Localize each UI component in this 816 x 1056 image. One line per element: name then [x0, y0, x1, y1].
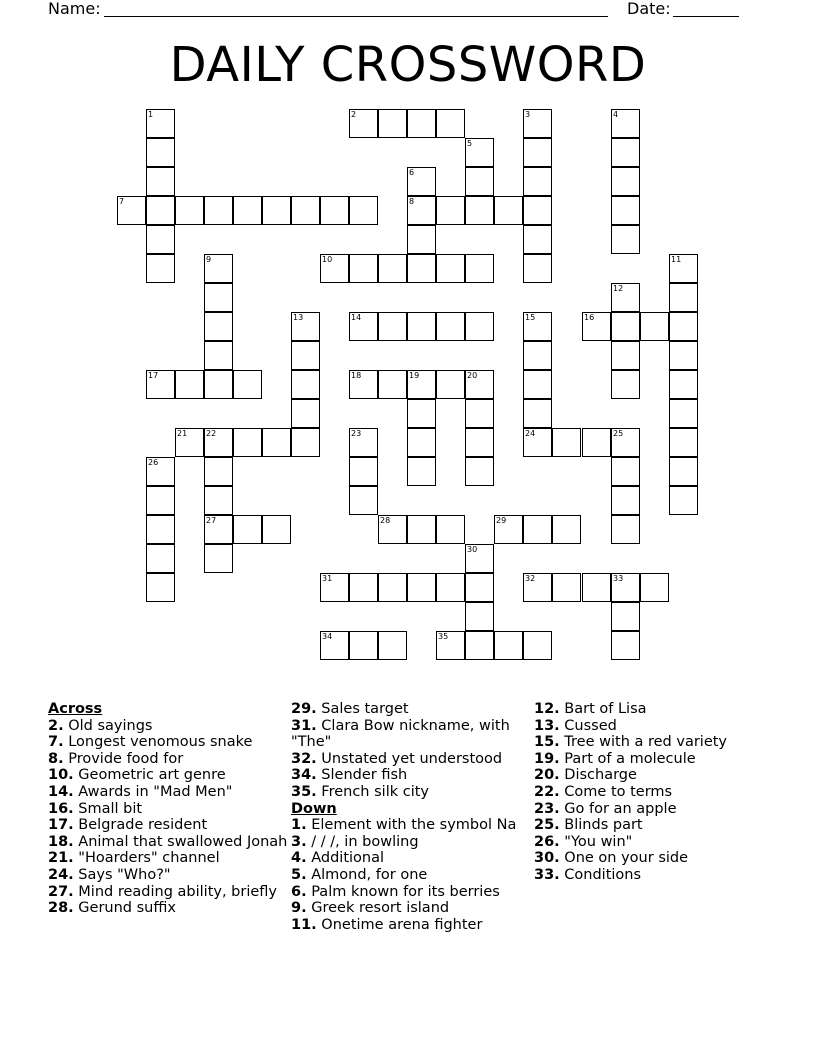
clue-text: Tree with a red variety — [559, 734, 728, 751]
clue-number: 8. — [48, 750, 64, 767]
clue-text: Awards in "Mad Men" — [73, 783, 233, 800]
clue-item — [291, 718, 531, 751]
cell-number: 18 — [351, 371, 362, 380]
grid-cell[interactable] — [465, 167, 494, 196]
grid-cell[interactable] — [349, 109, 378, 138]
cell-number: 12 — [613, 284, 624, 293]
grid-cell[interactable] — [407, 370, 436, 399]
clue-text: / / /, in bowling — [306, 833, 419, 850]
grid-cell[interactable] — [175, 428, 204, 457]
clue-number: 10. — [48, 767, 74, 784]
clue-item — [534, 867, 774, 884]
grid-cell[interactable] — [204, 196, 233, 225]
grid-cell[interactable] — [552, 515, 581, 544]
grid-cell[interactable] — [523, 312, 552, 341]
grid-cell[interactable] — [523, 370, 552, 399]
grid-cell[interactable] — [204, 428, 233, 457]
grid-cell[interactable] — [204, 370, 233, 399]
clue-item — [291, 884, 531, 901]
grid-cell[interactable] — [291, 428, 320, 457]
clue-text: Greek resort island — [306, 900, 450, 917]
grid-cell[interactable] — [465, 138, 494, 167]
name-label: Name: — [48, 0, 101, 18]
cell-number: 1 — [148, 110, 154, 119]
grid-cell[interactable] — [611, 138, 640, 167]
grid-cell[interactable] — [465, 196, 494, 225]
grid-cell[interactable] — [349, 312, 378, 341]
clue-item — [534, 834, 774, 851]
grid-cell[interactable] — [611, 602, 640, 631]
clue-number: 26. — [534, 833, 560, 850]
clue-item — [48, 817, 288, 834]
clue-item — [534, 850, 774, 867]
grid-cell[interactable] — [436, 515, 465, 544]
clue-item — [291, 767, 531, 784]
grid-cell[interactable] — [640, 312, 669, 341]
cell-number: 31 — [322, 574, 333, 583]
clue-item — [48, 767, 288, 784]
grid-cell[interactable] — [349, 196, 378, 225]
cell-number: 5 — [467, 139, 473, 148]
grid-cell[interactable] — [146, 486, 175, 515]
cell-number: 24 — [525, 429, 536, 438]
clue-text: Gerund suffix — [73, 900, 176, 917]
cell-number: 2 — [351, 110, 357, 119]
grid-cell[interactable] — [204, 457, 233, 486]
clue-number: 13. — [534, 717, 560, 734]
grid-cell[interactable] — [611, 167, 640, 196]
grid-cell[interactable] — [494, 515, 523, 544]
clue-number: 3. — [291, 833, 307, 850]
clue-text: Longest venomous snake — [63, 734, 253, 751]
clue-text: Sales target — [316, 701, 409, 717]
section-heading-across: Across — [48, 701, 103, 717]
grid-cell[interactable] — [146, 138, 175, 167]
clue-text: Cussed — [559, 717, 617, 734]
clue-text: Discharge — [559, 767, 637, 784]
clue-item — [48, 867, 288, 884]
clue-item — [534, 701, 774, 718]
grid-cell[interactable] — [669, 428, 698, 457]
clue-item — [48, 784, 288, 801]
clue-number: 22. — [534, 783, 560, 800]
cell-number: 22 — [206, 429, 217, 438]
grid-cell[interactable] — [349, 457, 378, 486]
grid-cell[interactable] — [378, 515, 407, 544]
grid-cell[interactable] — [523, 515, 552, 544]
clue-item — [48, 850, 288, 867]
grid-cell[interactable] — [611, 631, 640, 660]
clue-number: 16. — [48, 800, 74, 817]
cell-number: 7 — [119, 197, 125, 206]
section-heading-down: Down — [291, 800, 337, 817]
grid-cell[interactable] — [204, 283, 233, 312]
grid-cell[interactable] — [640, 573, 669, 602]
grid-cell[interactable] — [146, 457, 175, 486]
clue-text: "You win" — [559, 833, 633, 850]
clue-number: 9. — [291, 900, 307, 917]
cell-number: 20 — [467, 371, 478, 380]
grid-cell[interactable] — [233, 370, 262, 399]
clue-item — [291, 917, 531, 934]
grid-cell[interactable] — [320, 631, 349, 660]
cell-number: 34 — [322, 632, 333, 641]
grid-cell[interactable] — [291, 399, 320, 428]
grid-cell[interactable] — [407, 225, 436, 254]
clue-number: 14. — [48, 783, 74, 800]
grid-cell[interactable] — [349, 254, 378, 283]
cell-number: 15 — [525, 313, 536, 322]
grid-cell[interactable] — [582, 312, 611, 341]
clue-text: Belgrade resident — [73, 817, 208, 834]
grid-cell[interactable] — [611, 283, 640, 312]
grid-cell[interactable] — [523, 225, 552, 254]
grid-cell[interactable] — [320, 196, 349, 225]
clue-item — [48, 900, 288, 917]
grid-cell[interactable] — [291, 370, 320, 399]
clue-text: Conditions — [559, 866, 642, 883]
grid-cell[interactable] — [465, 312, 494, 341]
grid-cell[interactable] — [262, 515, 291, 544]
clue-text: Old sayings — [63, 717, 153, 734]
grid-cell[interactable] — [436, 254, 465, 283]
grid-cell[interactable] — [407, 515, 436, 544]
cell-number: 16 — [584, 313, 595, 322]
clue-number: 23. — [534, 800, 560, 817]
grid-cell[interactable] — [146, 573, 175, 602]
grid-cell[interactable] — [436, 312, 465, 341]
clue-item — [48, 884, 288, 901]
grid-cell[interactable] — [262, 196, 291, 225]
grid-cell[interactable] — [523, 196, 552, 225]
clue-number: 19. — [534, 750, 560, 767]
grid-cell[interactable] — [407, 457, 436, 486]
grid-cell[interactable] — [407, 109, 436, 138]
clue-text: Almond, for one — [306, 866, 428, 883]
grid-cell[interactable] — [494, 631, 523, 660]
grid-cell[interactable] — [146, 370, 175, 399]
grid-cell[interactable] — [465, 399, 494, 428]
grid-cell[interactable] — [669, 283, 698, 312]
cell-number: 14 — [351, 313, 362, 322]
grid-cell[interactable] — [465, 457, 494, 486]
grid-cell[interactable] — [175, 370, 204, 399]
grid-cell[interactable] — [378, 631, 407, 660]
grid-cell[interactable] — [582, 428, 611, 457]
grid-cell[interactable] — [523, 254, 552, 283]
clue-text: Mind reading ability, briefly — [73, 883, 278, 900]
clue-text: Clara Bow nickname, with "The" — [291, 717, 510, 751]
grid-cell[interactable] — [204, 515, 233, 544]
grid-cell[interactable] — [669, 486, 698, 515]
grid-cell[interactable] — [552, 573, 581, 602]
clue-item — [291, 751, 531, 768]
cell-number: 8 — [409, 197, 415, 206]
clue-number: 24. — [48, 866, 74, 883]
clue-number: 35. — [291, 783, 317, 800]
grid-cell[interactable] — [611, 457, 640, 486]
cell-number: 13 — [293, 313, 304, 322]
grid-cell[interactable] — [465, 254, 494, 283]
grid-cell[interactable] — [523, 399, 552, 428]
grid-cell[interactable] — [204, 544, 233, 573]
grid-cell[interactable] — [669, 312, 698, 341]
grid-cell[interactable] — [611, 109, 640, 138]
grid-cell[interactable] — [407, 254, 436, 283]
grid-cell[interactable] — [523, 573, 552, 602]
grid-cell[interactable] — [436, 631, 465, 660]
grid-cell[interactable] — [465, 428, 494, 457]
clue-number: 15. — [534, 734, 560, 751]
grid-cell[interactable] — [465, 544, 494, 573]
cell-number: 4 — [613, 110, 619, 119]
clue-item — [291, 850, 531, 867]
grid-cell[interactable] — [291, 196, 320, 225]
grid-cell[interactable] — [117, 196, 146, 225]
grid-cell[interactable] — [233, 515, 262, 544]
clue-number: 6. — [291, 883, 307, 900]
cell-number: 10 — [322, 255, 333, 264]
clue-text: Says "Who?" — [73, 866, 171, 883]
clue-item — [291, 867, 531, 884]
grid-cell[interactable] — [407, 196, 436, 225]
grid-cell[interactable] — [146, 225, 175, 254]
clue-item — [48, 734, 288, 751]
grid-cell[interactable] — [611, 370, 640, 399]
grid-cell[interactable] — [146, 167, 175, 196]
grid-cell[interactable] — [669, 457, 698, 486]
clue-item — [291, 834, 531, 851]
grid-cell[interactable] — [291, 341, 320, 370]
grid-cell[interactable] — [436, 109, 465, 138]
cell-number: 3 — [525, 110, 531, 119]
cell-number: 9 — [206, 255, 212, 264]
grid-cell[interactable] — [465, 602, 494, 631]
clue-text: Small bit — [73, 800, 143, 817]
clue-column-1 — [48, 701, 288, 917]
grid-cell[interactable] — [494, 196, 523, 225]
clue-number: 28. — [48, 900, 74, 917]
grid-cell[interactable] — [175, 196, 204, 225]
cell-number: 32 — [525, 574, 536, 583]
grid-cell[interactable] — [146, 109, 175, 138]
grid-cell[interactable] — [349, 631, 378, 660]
grid-cell[interactable] — [611, 312, 640, 341]
clue-item — [48, 801, 288, 818]
clue-number: 1. — [291, 817, 307, 834]
cell-number: 29 — [496, 516, 507, 525]
clue-number: 31. — [291, 717, 317, 734]
clue-number: 27. — [48, 883, 74, 900]
grid-cell[interactable] — [204, 312, 233, 341]
grid-cell[interactable] — [407, 573, 436, 602]
clue-item — [534, 734, 774, 751]
grid-cell[interactable] — [465, 573, 494, 602]
grid-cell[interactable] — [349, 486, 378, 515]
date-label: Date: — [627, 0, 671, 18]
grid-cell[interactable] — [669, 341, 698, 370]
clue-number: 20. — [534, 767, 560, 784]
grid-cell[interactable] — [465, 631, 494, 660]
grid-cell[interactable] — [378, 109, 407, 138]
grid-cell[interactable] — [291, 312, 320, 341]
grid-cell[interactable] — [349, 370, 378, 399]
clue-text: Geometric art genre — [73, 767, 226, 784]
cell-number: 17 — [148, 371, 159, 380]
grid-cell[interactable] — [611, 225, 640, 254]
grid-cell[interactable] — [611, 573, 640, 602]
grid-cell[interactable] — [523, 138, 552, 167]
grid-cell[interactable] — [582, 573, 611, 602]
grid-cell[interactable] — [523, 109, 552, 138]
clue-text: Part of a molecule — [559, 750, 696, 767]
clue-text: Element with the symbol Na — [306, 817, 517, 834]
grid-cell[interactable] — [523, 341, 552, 370]
grid-cell[interactable] — [146, 196, 175, 225]
clue-number: 11. — [291, 916, 317, 933]
clue-text: One on your side — [559, 850, 689, 867]
clue-number: 5. — [291, 866, 307, 883]
grid-cell[interactable] — [320, 254, 349, 283]
grid-cell[interactable] — [407, 399, 436, 428]
clue-item — [48, 718, 288, 735]
clue-text: Animal that swallowed Jonah — [73, 833, 288, 850]
grid-cell[interactable] — [146, 544, 175, 573]
cell-number: 27 — [206, 516, 217, 525]
cell-number: 11 — [671, 255, 682, 264]
page-title: DAILY CROSSWORD — [169, 37, 647, 93]
clue-item — [534, 751, 774, 768]
clue-number: 4. — [291, 850, 307, 867]
grid-cell[interactable] — [378, 573, 407, 602]
cell-number: 30 — [467, 545, 478, 554]
clue-text: Slender fish — [316, 767, 408, 784]
grid-cell[interactable] — [552, 428, 581, 457]
clue-item — [291, 784, 531, 801]
grid-cell[interactable] — [523, 631, 552, 660]
clue-item — [291, 900, 531, 917]
clue-text: Bart of Lisa — [559, 701, 647, 717]
grid-cell[interactable] — [407, 167, 436, 196]
cell-number: 21 — [177, 429, 188, 438]
cell-number: 23 — [351, 429, 362, 438]
grid-cell[interactable] — [611, 515, 640, 544]
grid-cell[interactable] — [378, 312, 407, 341]
cell-number: 35 — [438, 632, 449, 641]
grid-cell[interactable] — [378, 370, 407, 399]
clue-number: 7. — [48, 734, 64, 751]
clue-item — [534, 784, 774, 801]
clue-text: Additional — [306, 850, 385, 867]
clue-text: Blinds part — [559, 817, 643, 834]
grid-cell[interactable] — [669, 399, 698, 428]
cell-number: 19 — [409, 371, 420, 380]
cell-number: 26 — [148, 458, 159, 467]
clue-text: Unstated yet understood — [316, 750, 503, 767]
clue-column-2 — [291, 701, 531, 933]
grid-cell[interactable] — [611, 428, 640, 457]
grid-cell[interactable] — [146, 254, 175, 283]
clue-text: Come to terms — [559, 783, 673, 800]
clue-number: 33. — [534, 866, 560, 883]
clue-item — [291, 817, 531, 834]
grid-cell[interactable] — [611, 486, 640, 515]
clue-number: 17. — [48, 817, 74, 834]
grid-cell[interactable] — [523, 167, 552, 196]
cell-number: 33 — [613, 574, 624, 583]
clue-number: 21. — [48, 850, 74, 867]
clue-item — [534, 767, 774, 784]
clue-number: 32. — [291, 750, 317, 767]
grid-cell[interactable] — [436, 573, 465, 602]
grid-cell[interactable] — [523, 428, 552, 457]
grid-cell[interactable] — [611, 341, 640, 370]
clue-text: Onetime arena fighter — [316, 916, 483, 933]
clue-text: Palm known for its berries — [306, 883, 500, 900]
clue-number: 30. — [534, 850, 560, 867]
grid-cell[interactable] — [407, 428, 436, 457]
grid-cell[interactable] — [436, 370, 465, 399]
clue-number: 12. — [534, 701, 560, 717]
grid-cell[interactable] — [669, 370, 698, 399]
grid-cell[interactable] — [378, 254, 407, 283]
clue-text: French silk city — [316, 783, 429, 800]
grid-cell[interactable] — [349, 428, 378, 457]
clue-item — [534, 718, 774, 735]
clue-item — [534, 801, 774, 818]
clue-item — [48, 834, 288, 851]
clue-number: 18. — [48, 833, 74, 850]
clue-text: "Hoarders" channel — [73, 850, 220, 867]
grid-cell[interactable] — [611, 196, 640, 225]
grid-cell[interactable] — [465, 370, 494, 399]
clue-number: 25. — [534, 817, 560, 834]
grid-cell[interactable] — [436, 196, 465, 225]
clue-number: 2. — [48, 717, 64, 734]
clue-item — [291, 701, 531, 718]
cell-number: 25 — [613, 429, 624, 438]
grid-cell[interactable] — [320, 573, 349, 602]
grid-cell[interactable] — [262, 428, 291, 457]
cell-number: 28 — [380, 516, 391, 525]
clue-number: 29. — [291, 701, 317, 717]
grid-cell[interactable] — [407, 312, 436, 341]
grid-cell[interactable] — [233, 428, 262, 457]
clue-number: 34. — [291, 767, 317, 784]
grid-cell[interactable] — [233, 196, 262, 225]
cell-number: 6 — [409, 168, 415, 177]
grid-cell[interactable] — [349, 573, 378, 602]
clue-column-3 — [534, 701, 774, 884]
clue-item — [534, 817, 774, 834]
grid-cell[interactable] — [146, 515, 175, 544]
grid-cell[interactable] — [204, 341, 233, 370]
clue-text: Provide food for — [63, 750, 184, 767]
clue-item — [48, 751, 288, 768]
grid-cell[interactable] — [204, 486, 233, 515]
clue-text: Go for an apple — [559, 800, 677, 817]
grid-cell[interactable] — [669, 254, 698, 283]
grid-cell[interactable] — [204, 254, 233, 283]
